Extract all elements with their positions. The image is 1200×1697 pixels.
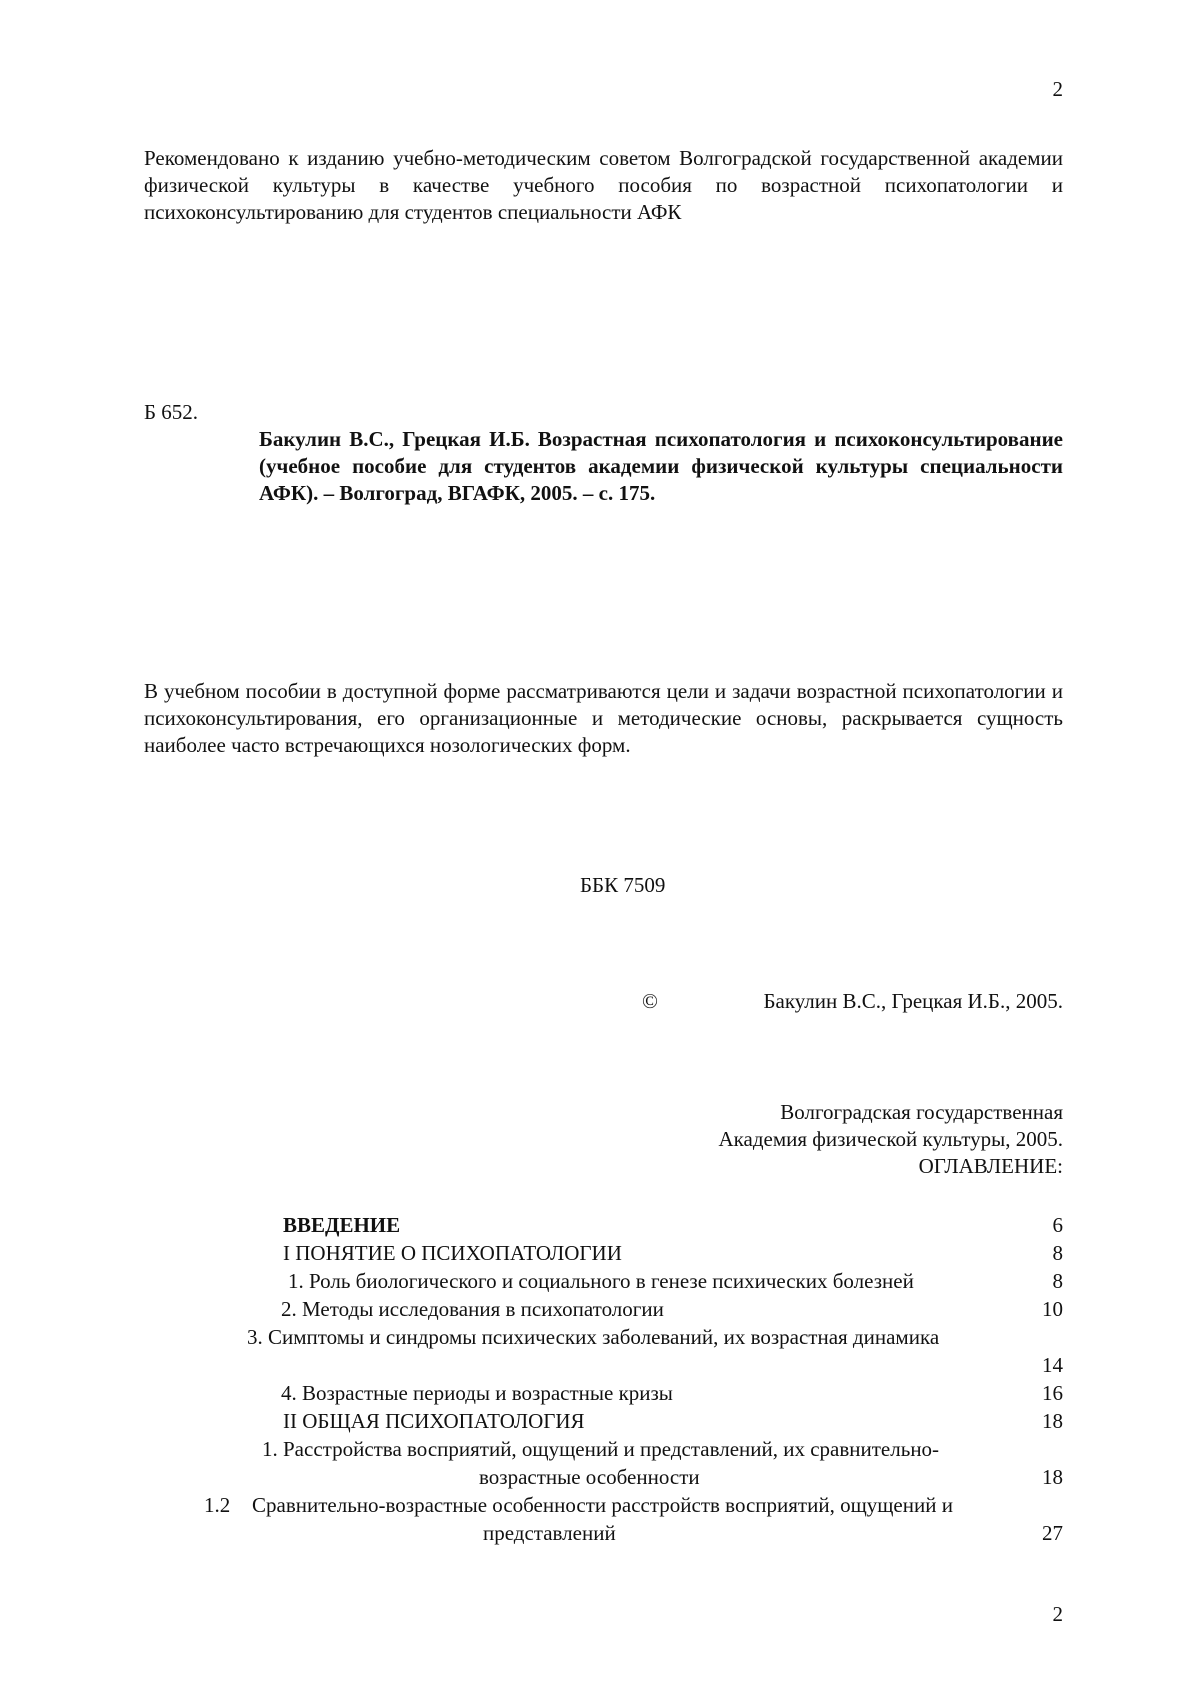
toc-title: ОГЛАВЛЕНИЕ:: [918, 1154, 1063, 1178]
toc-entry-2-1: 1. Расстройства восприятий, ощущений и представлений, их сравнительно-: [262, 1437, 940, 1461]
toc-entry-section-2: II ОБЩАЯ ПСИХОПАТОЛОГИЯ: [283, 1409, 585, 1433]
page-number-top: 2: [1052, 77, 1063, 101]
toc-page-number: 18: [1042, 1409, 1063, 1433]
toc-page-number: 8: [1052, 1241, 1063, 1265]
toc-page-number: 14: [1042, 1353, 1063, 1377]
toc-entry-section-1: I ПОНЯТИЕ О ПСИХОПАТОЛОГИИ: [283, 1241, 622, 1265]
toc-page-number: 16: [1042, 1381, 1063, 1405]
toc-page-number: 27: [1042, 1521, 1063, 1545]
bbk-code: ББК 7509: [580, 873, 666, 897]
toc-entry-1-4: 4. Возрастные периоды и возрастные кризы: [281, 1381, 673, 1405]
toc-entry-introduction: ВВЕДЕНИЕ: [283, 1213, 401, 1237]
page-number-bottom: 2: [1052, 1602, 1063, 1626]
catalog-code: Б 652.: [144, 400, 199, 424]
toc-entry-2-1-continuation: возрастные особенности: [479, 1465, 700, 1489]
copyright-text: Бакулин В.С., Грецкая И.Б., 2005.: [763, 989, 1063, 1013]
toc-page-number: 8: [1052, 1269, 1063, 1293]
toc-entry-1-1: 1. Роль биологического и социального в генезе психических болезней: [288, 1269, 914, 1293]
bibliographic-description: Бакулин В.С., Грецкая И.Б. Возрастная психопатология и психоконсультирование (учебное пособие для студентов академии физической культуры специальности АФК). – Волгоград, ВГАФК, 2005. – с. 175.: [259, 427, 1063, 505]
toc-entry-1-2-comparative: Сравнительно-возрастные особенности расстройств восприятий, ощущений и: [252, 1493, 953, 1517]
toc-page-number: 18: [1042, 1465, 1063, 1489]
abstract-paragraph: В учебном пособии в доступной форме рассматриваются цели и задачи возрастной психопатологии и психоконсультирования, его организационные и методические основы, раскрывается сущность наиболее часто встречающихся нозологических форм.: [144, 679, 1063, 757]
toc-entry-1-2-continuation: представлений: [483, 1521, 616, 1545]
copyright-symbol: ©: [642, 989, 658, 1013]
publisher-line-2: Академия физической культуры, 2005.: [718, 1127, 1063, 1151]
toc-entry-1-3: 3. Симптомы и синдромы психических заболеваний, их возрастная динамика: [247, 1325, 940, 1349]
publisher-line-1: Волгоградская государственная: [780, 1100, 1063, 1124]
recommendation-paragraph: Рекомендовано к изданию учебно-методическим советом Волгоградской государственной академии физической культуры в качестве учебного пособия по возрастной психопатологии и психоконсультированию для студентов специальности АФК: [144, 146, 1063, 224]
toc-page-number: 6: [1052, 1213, 1063, 1237]
toc-page-number: 10: [1042, 1297, 1063, 1321]
toc-entry-number: 1.2: [204, 1493, 231, 1517]
toc-entry-1-2: 2. Методы исследования в психопатологии: [281, 1297, 664, 1321]
